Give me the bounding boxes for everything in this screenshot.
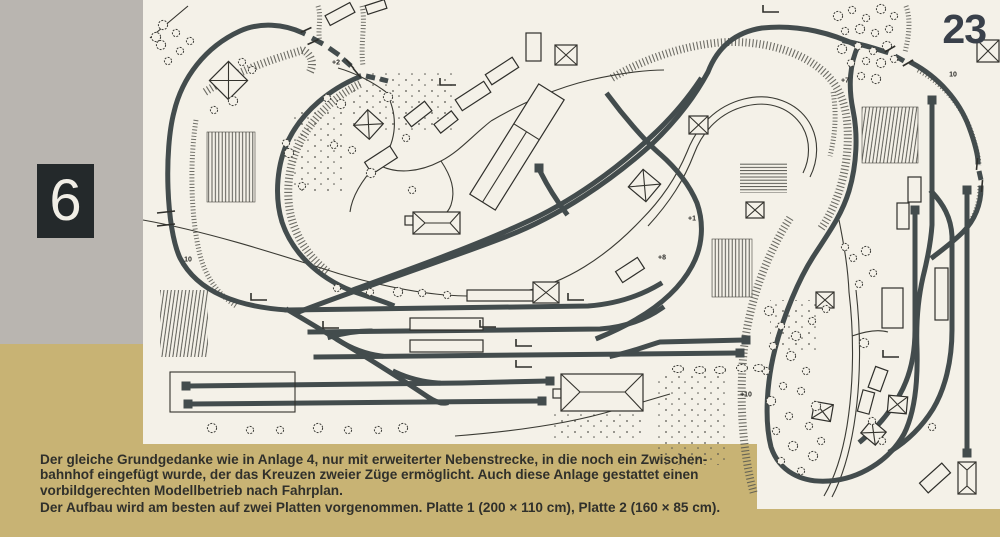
station-building [405, 212, 460, 234]
track-bumper [742, 336, 751, 345]
tree-icon [246, 426, 253, 433]
tree-icon [207, 423, 216, 432]
tree-icon [333, 284, 340, 291]
tree-icon [785, 412, 792, 419]
caption-line: vorbildgerechten Modellbetrieb nach Fahrplan. [40, 482, 343, 498]
tree-icon [854, 42, 861, 49]
track-bumper [184, 400, 193, 409]
tree-icon [344, 426, 351, 433]
tree-icon [158, 20, 167, 29]
tree-icon [210, 106, 217, 113]
plan-label: +1 [688, 215, 696, 223]
bush-icon [737, 365, 748, 372]
tree-icon [248, 66, 255, 73]
tree-icon [276, 426, 283, 433]
platform [410, 340, 483, 352]
tree-icon [878, 437, 885, 444]
tree-icon [876, 58, 885, 67]
tree-icon [313, 423, 322, 432]
caption-line: Der gleiche Grundgedanke wie in Anlage 4, nur mit erweiterter Nebenstrecke, in die noch ein Zwischen- [40, 452, 708, 467]
tree-icon [393, 287, 402, 296]
track-bumper [963, 449, 972, 458]
tree-icon [786, 351, 795, 360]
crossed-box-building [746, 202, 764, 218]
tree-icon [808, 317, 815, 324]
tree-icon [808, 451, 817, 460]
caption-line: Der Aufbau wird am besten auf zwei Platten vorgenommen. Platte 1 (200 × 110 cm), Platte 2 (160 × 85 cm). [40, 499, 721, 515]
tree-icon [797, 387, 804, 394]
tree-icon [366, 168, 375, 177]
tree-icon [841, 243, 848, 250]
crossed-box-building [887, 395, 907, 414]
plan-label: 10 [949, 71, 957, 79]
bush-icon [673, 366, 684, 373]
tree-icon [176, 47, 183, 54]
gabled-house [958, 462, 976, 494]
tree-icon [788, 441, 797, 450]
page-number: 23 [942, 6, 986, 52]
tree-icon [869, 47, 876, 54]
tree-icon [876, 4, 885, 13]
tree-icon [885, 25, 892, 32]
tree-icon [284, 148, 293, 157]
tree-icon [857, 72, 864, 79]
tree-icon [861, 246, 870, 255]
tree-icon [855, 280, 862, 287]
tree-icon [862, 57, 869, 64]
tree-icon [418, 289, 425, 296]
tree-icon [366, 288, 373, 295]
plan-label: +10 [740, 391, 752, 399]
platform [908, 177, 921, 202]
tree-icon [772, 427, 779, 434]
tree-icon [779, 382, 786, 389]
tree-icon [797, 467, 804, 474]
tree-icon [859, 338, 868, 347]
plan-label: 10 [184, 256, 192, 264]
tree-icon [348, 146, 355, 153]
tree-icon [282, 139, 289, 146]
tree-icon [822, 305, 829, 312]
tree-icon [848, 6, 855, 13]
track-bumper [546, 377, 555, 386]
goods-shed-large [553, 374, 643, 411]
track-bumper [928, 96, 937, 105]
tree-icon [330, 141, 337, 148]
track-bumper [538, 397, 547, 406]
tree-icon [151, 32, 160, 41]
tree-icon [164, 57, 171, 64]
tree-icon [871, 74, 880, 83]
plate-number: 6 [49, 168, 82, 233]
tree-icon [928, 423, 935, 430]
tree-icon [374, 426, 381, 433]
tree-icon [298, 182, 305, 189]
bush-icon [695, 367, 706, 374]
platform [410, 318, 483, 330]
tree-icon [398, 423, 407, 432]
tree-icon [383, 92, 392, 101]
tree-icon [847, 59, 854, 66]
tree-icon [833, 11, 842, 20]
tree-icon [805, 422, 812, 429]
track-bumper [911, 206, 920, 215]
tree-icon [766, 396, 775, 405]
tree-icon [777, 322, 784, 329]
tree-icon [802, 367, 809, 374]
tree-icon [890, 55, 897, 62]
plan-label: +7 [841, 77, 849, 85]
tree-icon [408, 186, 415, 193]
tree-icon [817, 437, 824, 444]
tree-icon [849, 254, 856, 261]
tunnel-portal-icon [981, 180, 982, 192]
tree-icon [871, 29, 878, 36]
plan-label: +8 [658, 254, 666, 262]
tunnel-portal-icon [976, 158, 977, 170]
tree-icon [443, 291, 450, 298]
crossed-box-building [533, 282, 559, 303]
tree-icon [837, 44, 846, 53]
tree-icon [172, 29, 179, 36]
tree-icon [764, 306, 773, 315]
tree-icon [156, 40, 165, 49]
caption-text [40, 452, 780, 515]
tree-icon [862, 14, 869, 21]
platform [897, 203, 909, 229]
track-bumper [736, 349, 745, 358]
platform [935, 268, 948, 320]
track-bumper [963, 186, 972, 195]
tree-icon [868, 417, 875, 424]
tree-icon [336, 99, 345, 108]
tree-icon [855, 24, 864, 33]
tree-icon [841, 27, 848, 34]
tree-icon [186, 37, 193, 44]
tree-icon [811, 401, 820, 410]
crossed-box-building [555, 45, 577, 65]
tree-icon [791, 331, 800, 340]
bush-icon [754, 365, 765, 372]
crossed-box-building [689, 116, 708, 134]
tree-icon [869, 269, 876, 276]
tree-icon [402, 134, 409, 141]
tree-icon [238, 58, 245, 65]
plan-label: +2 [332, 59, 340, 67]
caption-line: bahnhof eingefügt wurde, der das Kreuzen zweier Züge ermöglicht. Auch diese Anlage gestattet einen [40, 467, 699, 483]
tree-icon [323, 94, 330, 101]
track-bumper [535, 164, 544, 173]
tree-icon [890, 12, 897, 19]
bush-icon [715, 367, 726, 374]
tree-icon [228, 96, 237, 105]
track-bumper [182, 382, 191, 391]
tree-icon [769, 342, 776, 349]
